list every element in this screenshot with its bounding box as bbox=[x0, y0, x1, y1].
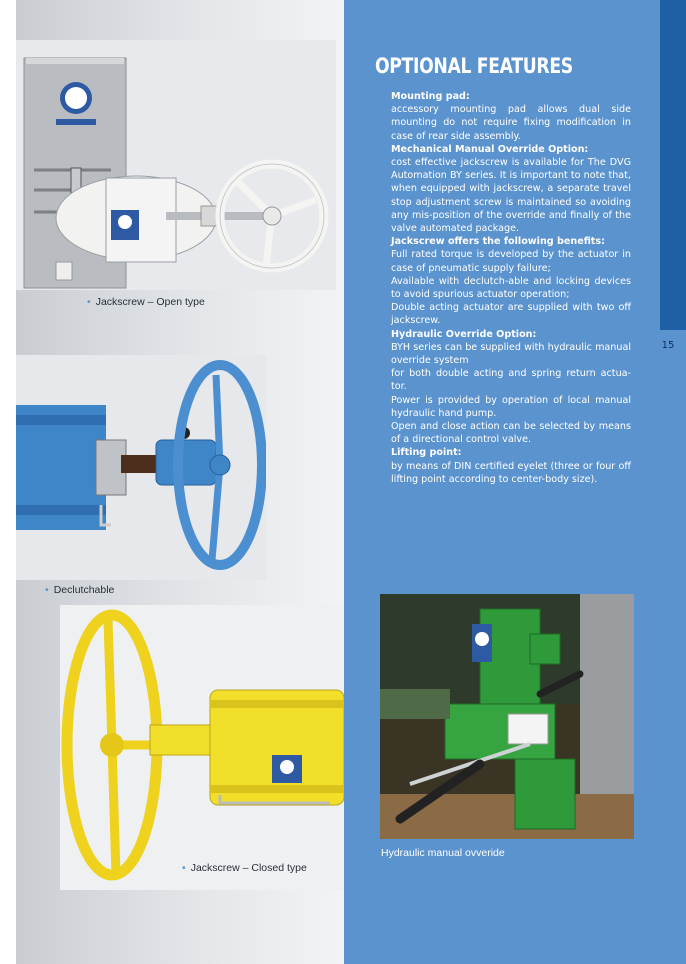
section-paragraph: Full rated torque is developed by the actuator in case of pneumatic supply failure; bbox=[391, 249, 631, 274]
section-paragraph: BYH series can be supplied with hydraulic manual override system bbox=[391, 341, 631, 367]
features-text bbox=[391, 90, 631, 486]
section-heading: Hydraulic Override Option: bbox=[391, 328, 537, 340]
page-number: 15 bbox=[661, 340, 675, 351]
jackscrew-closed-photo bbox=[60, 605, 344, 890]
section-paragraph: Open and close action can be selected by means of a directional control valve. bbox=[391, 421, 631, 446]
section-heading: Mechanical Manual Override Option: bbox=[391, 143, 589, 155]
caption-hydraulic: Hydraulic manual ovveride bbox=[381, 847, 505, 859]
section-paragraph: by means of DIN certified eyelet (three or four off lifting point according to center-body size). bbox=[391, 460, 631, 485]
declutchable-photo bbox=[16, 355, 266, 580]
page-title: OPTIONAL FEATURES bbox=[375, 54, 573, 78]
section-paragraph: Available with declutch-able and locking devices to avoid spurious actuator operation; bbox=[391, 275, 631, 301]
section-paragraph: Power is provided by operation of local manual hydraulic hand pump. bbox=[391, 394, 631, 419]
hydraulic-override-photo bbox=[380, 594, 634, 839]
section-paragraph: cost effective jackscrew is available for The DVG Automation BY series. It is important to note that, when equipped with jackscrew, a separate travel stop adjustment screw is maintained so avoiding any mis-position of the override and finally of the valve automated package. bbox=[391, 157, 631, 235]
section-heading: Jackscrew offers the following benefits: bbox=[391, 236, 605, 248]
caption-declutchable: • Declutchable bbox=[45, 584, 115, 596]
page-edge-strip bbox=[660, 0, 686, 330]
caption-jackscrew-closed: • Jackscrew – Closed type bbox=[182, 862, 307, 874]
section-paragraph: Double acting actuator are supplied with two off jackscrew. bbox=[391, 302, 631, 327]
jackscrew-open-photo bbox=[16, 40, 336, 290]
section-paragraph: for both double acting and spring return actua-tor. bbox=[391, 368, 631, 393]
section-heading: Lifting point: bbox=[391, 447, 462, 459]
section-heading: Mounting pad: bbox=[391, 91, 470, 102]
section-paragraph: accessory mounting pad allows dual side mounting do not require fixing modification in case of rear side assembly. bbox=[391, 104, 631, 142]
caption-jackscrew-open: • Jackscrew – Open type bbox=[87, 296, 205, 308]
